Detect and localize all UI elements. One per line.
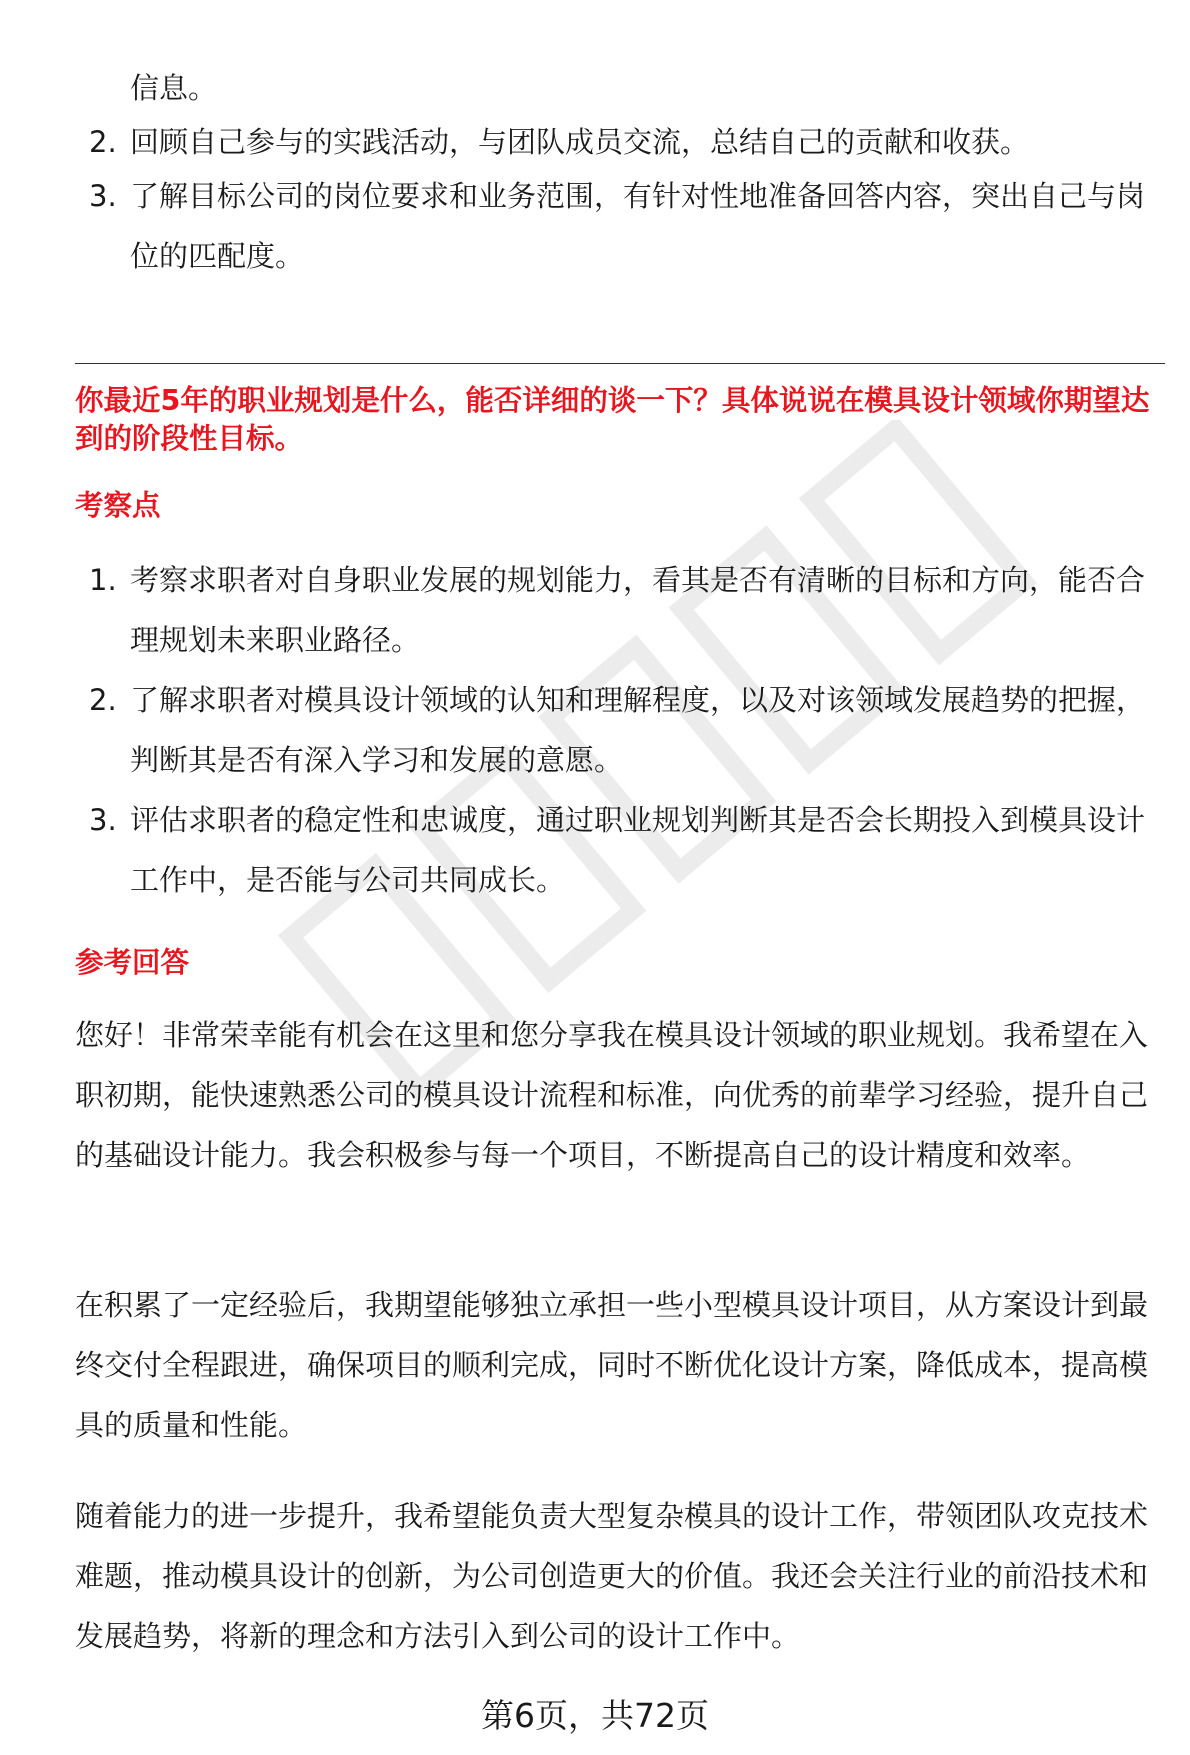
list-number: 1. [89, 563, 117, 597]
list-item [75, 670, 1165, 790]
list-item [75, 58, 1170, 118]
section-divider [75, 363, 1165, 364]
list-item [75, 112, 1170, 172]
list-item [75, 166, 1165, 286]
page-number: 第6页，共72页 [481, 1696, 709, 1735]
list-item-text: 回顾自己参与的实践活动，与团队成员交流，总结自己的贡献和收获。 [130, 125, 1030, 159]
list-item-text: 了解求职者对模具设计领域的认知和理解程度，以及对该领域发展趋势的把握，判断其是否有深入学习和发展的意愿。 [130, 683, 1146, 777]
list-number: 2. [89, 683, 117, 717]
list-item-text: 考察求职者对自身职业发展的规划能力，看其是否有清晰的目标和方向，能否合理规划未来职业路径。 [130, 563, 1146, 657]
list-number: 3. [89, 179, 117, 213]
list-item-text: 评估求职者的稳定性和忠诚度，通过职业规划判断其是否会长期投入到模具设计工作中，是否能与公司共同成长。 [130, 803, 1146, 897]
answer-paragraph: 随着能力的进一步提升，我希望能负责大型复杂模具的设计工作，带领团队攻克技术难题，推动模具设计的创新，为公司创造更大的价值。我还会关注行业的前沿技术和发展趋势，将新的理念和方法引入到公司的设计工作中。 [75, 1499, 1149, 1653]
answer-paragraph: 您好！非常荣幸能有机会在这里和您分享我在模具设计领域的职业规划。我希望在入职初期，能快速熟悉公司的模具设计流程和标准，向优秀的前辈学习经验，提升自己的基础设计能力。我会积极参与每一个项目，不断提高自己的设计精度和效率。 [75, 1018, 1149, 1172]
list-item [75, 790, 1165, 910]
question-title: 你最近5年的职业规划是什么，能否详细的谈一下？具体说说在模具设计领域你期望达到的阶段性目标。 [75, 384, 1150, 455]
list-number: 3. [89, 803, 117, 837]
list-item-text: 信息。 [130, 71, 218, 105]
list-item [75, 550, 1165, 670]
list-item-text: 了解目标公司的岗位要求和业务范围，有针对性地准备回答内容，突出自己与岗位的匹配度。 [130, 179, 1146, 273]
assessment-heading: 考察点 [75, 489, 161, 522]
reference-heading: 参考回答 [75, 946, 190, 979]
list-number: 2. [89, 125, 117, 159]
answer-paragraph: 在积累了一定经验后，我期望能够独立承担一些小型模具设计项目，从方案设计到最终交付全程跟进，确保项目的顺利完成，同时不断优化设计方案，降低成本，提高模具的质量和性能。 [75, 1288, 1149, 1442]
